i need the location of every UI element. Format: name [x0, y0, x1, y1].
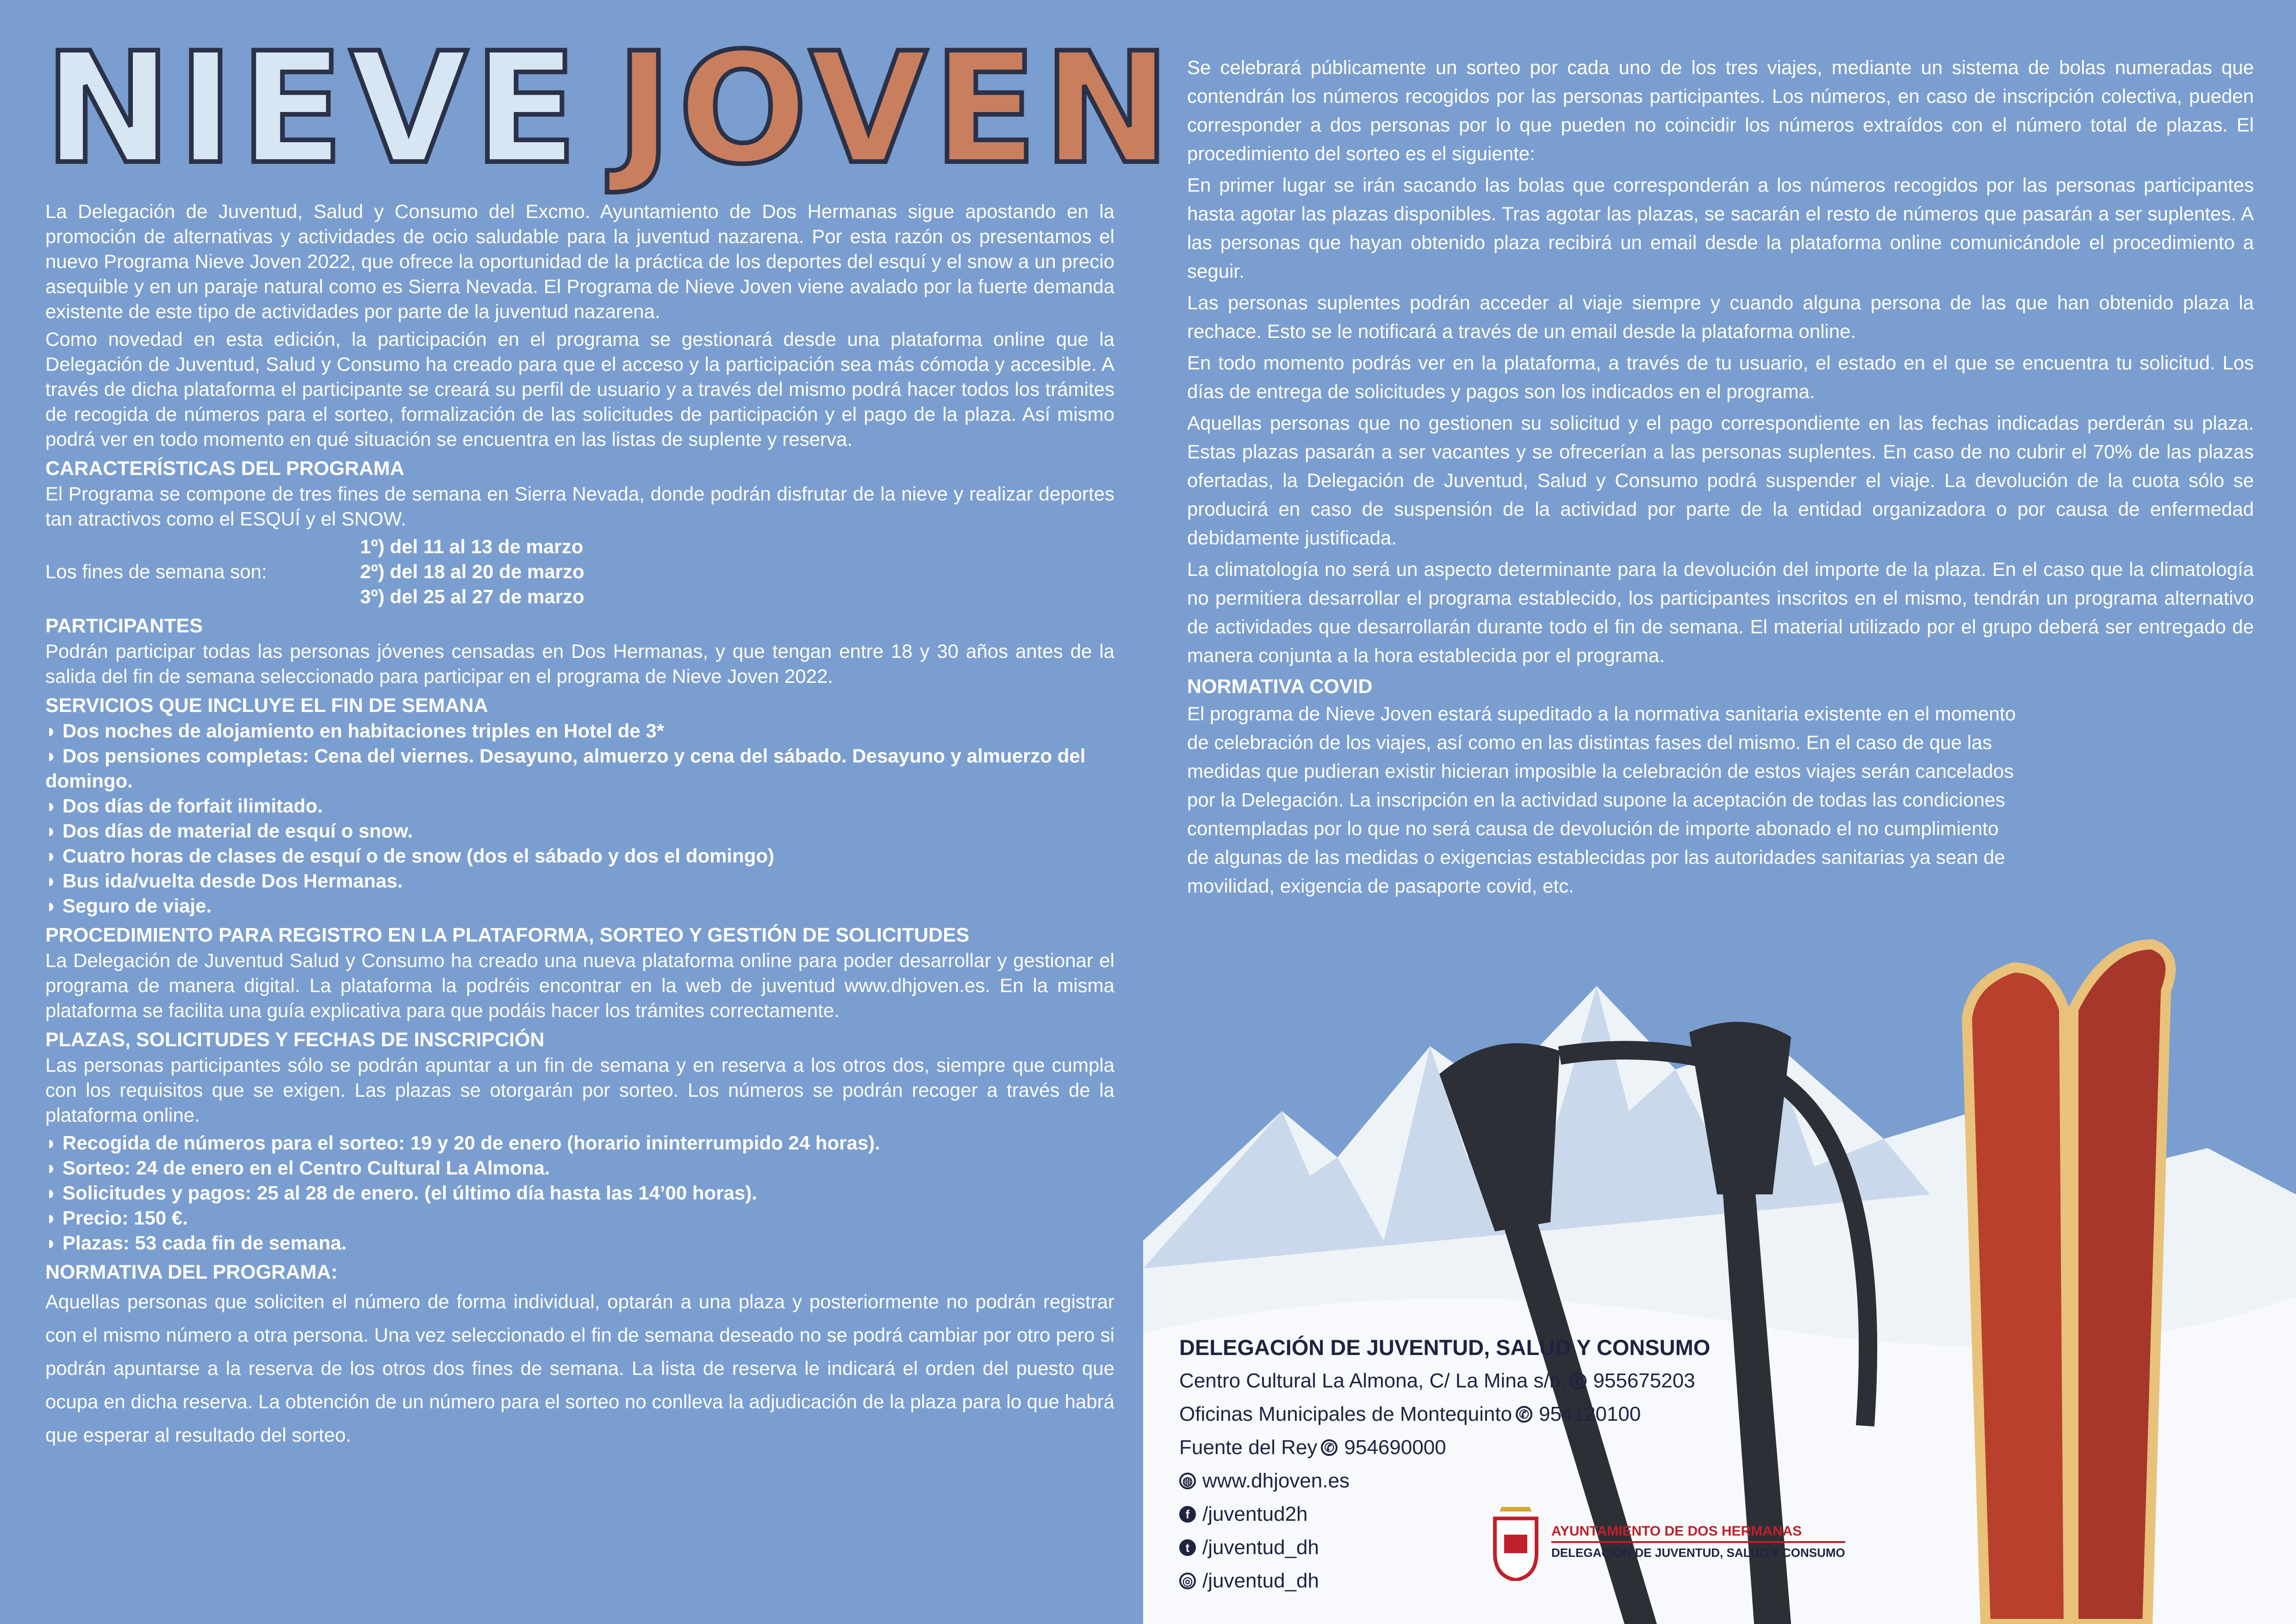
contact-heading: DELEGACIÓN DE JUVENTUD, SALUD Y CONSUMO [1179, 1335, 1711, 1360]
coat-of-arms-icon [1490, 1502, 1541, 1581]
phone-icon: ✆ [1570, 1373, 1587, 1389]
instagram-link[interactable]: /juventud_dh [1202, 1569, 1319, 1592]
contact-line [1179, 1364, 1710, 1398]
intro-paragraph-2: Como novedad en esta edición, la participación en el programa se gestionará desde una plataforma online que la Delegación de Juventud, Salud y Consumo ha creado para que el acceso y la participación sea más cómoda y accesible. A través de dicha plataforma el participante se creará su perfil de usuario y a través del mismo podrá hacer todos los trámites de recogida de números para el sorteo, formalización de las solicitudes de participación y el pago de la plaza. Así mismo podrá ver en todo momento en qué situación se encuentra en las listas de suplente y reserva. [45, 328, 1114, 450]
covid-heading: NORMATIVA COVID [1187, 675, 1373, 698]
normativa-text: Aquellas personas que soliciten el número de forma individual, optarán a una plaza y posteriormente no podrán registrar con el mismo número a otra persona. Una vez seleccionado el fin de semana deseado no se podrá cambiar por otro pero si podrán apuntarse a la reserva de los otros dos fines de semana. La lista de reserva le indicará el orden del puesto que ocupa en dicha reserva. La obtención de un número para el sorteo no conlleva la adjudicación de la plaza para lo que habrá que esperar al resultado del sorteo. [45, 1291, 1114, 1446]
contact-line [1179, 1431, 1710, 1464]
participantes-heading: PARTICIPANTES [45, 615, 203, 637]
plazas-item: ◗ Recogida de números para el sorteo: 19 y 20 de enero (horario ininterrumpido 24 horas). [45, 1131, 1114, 1156]
contact-address: Fuente del Rey [1179, 1436, 1318, 1459]
globe-icon: ◍ [1179, 1473, 1196, 1489]
servicio-item: ◗ Seguro de viaje. [45, 893, 1114, 918]
title-word-nieve: NIEVE [44, 20, 584, 198]
right-column [1187, 53, 2254, 903]
weekend-item: 2º) del 18 al 20 de marzo [360, 561, 585, 582]
servicio-item: ◗ Cuatro horas de clases de esquí o de snow (dos el sábado y dos el domingo) [45, 843, 1114, 868]
right-paragraph: En todo momento podrás ver en la plataforma, a través de tu usuario, el estado en el que se encuentra tu solicitud. Los días de entrega de solicitudes y pagos son los indicados en el programa. [1187, 352, 2254, 402]
servicios-list [45, 718, 1114, 918]
plazas-heading: PLAZAS, SOLICITUDES Y FECHAS DE INSCRIPCIÓN [45, 1029, 545, 1051]
weekends-label: Los fines de semana son: [45, 561, 267, 582]
weekend-item: 3º) del 25 al 27 de marzo [360, 586, 585, 607]
instagram-icon: ◎ [1179, 1573, 1196, 1589]
contact-phone[interactable]: 954120100 [1539, 1403, 1641, 1425]
skis [1967, 944, 2171, 1624]
servicio-item: ◗ Dos noches de alojamiento en habitaciones triples en Hotel de 3* [45, 718, 1114, 743]
contact-line [1179, 1398, 1710, 1431]
poster-title [44, 20, 1176, 198]
facebook-icon: f [1179, 1506, 1196, 1523]
plazas-item: ◗ Sorteo: 24 de enero en el Centro Cultural La Almona. [45, 1156, 1114, 1181]
contact-phone[interactable]: 954690000 [1344, 1436, 1446, 1459]
covid-text: El programa de Nieve Joven estará supeditado a la normativa sanitaria existente en el momento de celebración de los viajes, así como en las distintas fases del mismo. En el caso de que las medidas que pudieran existir hicieran imposible la celebración de estos viajes serán cancelados por la Delegación. La inscripción en la actividad supone la aceptación de todas las condiciones contempladas por lo que no será causa de devolución de importe abonado el no cumplimiento de algunas de las medidas o exigencias establecidas por las autoridades sanitarias ya sean de movilidad, exigencia de pasaporte covid, etc. [1187, 703, 2016, 897]
plazas-item: ◗ Plazas: 53 cada fin de semana. [45, 1230, 1114, 1255]
contact-phone[interactable]: 955675203 [1593, 1369, 1695, 1392]
logo-text [1551, 1524, 1845, 1560]
participantes-text: Podrán participar todas las personas jóvenes censadas en Dos Hermanas, y que tengan entre 18 y 30 años antes de la salida del fin de semana seleccionado para participar en el programa de Nieve Joven 2022. [45, 640, 1114, 687]
facebook-link[interactable]: /juventud2h [1202, 1503, 1308, 1525]
contact-address: Oficinas Municipales de Montequinto [1179, 1403, 1512, 1425]
plazas-list [45, 1131, 1114, 1255]
plazas-text: Las personas participantes sólo se podrán apuntar a un fin de semana y en reserva a los otros dos, siempre que cumpla con los requisitos que se exigen. Las plazas se otorgarán por sorteo. Los números se podrán recoger a través de la plataforma online. [45, 1054, 1114, 1126]
plazas-item: ◗ Solicitudes y pagos: 25 al 28 de enero. (el último día hasta las 14’00 horas). [45, 1181, 1114, 1206]
weekends-list [360, 534, 585, 609]
web-link[interactable]: www.dhjoven.es [1202, 1469, 1350, 1492]
phone-icon: ✆ [1321, 1439, 1338, 1456]
covid-section [1187, 674, 2254, 900]
caracteristicas-text: El Programa se compone de tres fines de semana en Sierra Nevada, donde podrán disfrutar de la nieve y realizar deportes tan atractivos como el ESQUÍ y el SNOW. [45, 483, 1114, 530]
contact-address: Centro Cultural La Almona, C/ La Mina s/n. [1179, 1369, 1567, 1392]
plazas-item: ◗ Precio: 150 €. [45, 1206, 1114, 1230]
phone-icon: ✆ [1516, 1406, 1532, 1423]
contact-web [1179, 1464, 1710, 1498]
servicio-item: ◗ Bus ida/vuelta desde Dos Hermanas. [45, 868, 1114, 893]
right-paragraph: Las personas suplentes podrán acceder al viaje siempre y cuando alguna persona de las que han obtenido plaza la rechace. Esto se le notificará a través de un email desde la plataforma online. [1187, 292, 2254, 342]
left-column [45, 199, 1114, 1455]
ayuntamiento-logo [1490, 1502, 1845, 1581]
right-paragraph: Se celebrará públicamente un sorteo por cada uno de los tres viajes, mediante un sistema de bolas numeradas que contendrán los números recogidos por las personas participantes. Los números, en caso de inscripción colectiva, pueden corresponder a dos personas por lo que pueden no coincidir los números extraídos con el número total de plazas. El procedimiento del sorteo es el siguiente: [1187, 56, 2254, 164]
normativa-heading: NORMATIVA DEL PROGRAMA: [45, 1261, 338, 1283]
twitter-icon: t [1179, 1539, 1196, 1556]
right-paragraph: Aquellas personas que no gestionen su solicitud y el pago correspondiente en las fechas indicadas perderán su plaza. Estas plazas pasarán a ser vacantes y se ofrecerían a las personas suplentes. En caso de no cubrir el 70% de las plazas ofertadas, la Delegación de Juventud, Salud y Consumo podrá suspender el viaje. La devolución de la cuota sólo se producirá en caso de suspensión de la actividad por parte de la entidad organizadora o por causa de enfermedad debidamente justificada. [1187, 412, 2254, 549]
ski-left [1967, 968, 2069, 1624]
servicio-item: ◗ Dos días de material de esquí o snow. [45, 818, 1114, 843]
intro-paragraph-1: La Delegación de Juventud, Salud y Consumo del Excmo. Ayuntamiento de Dos Hermanas sigue apostando en la promoción de alternativas y actividades de ocio saludable para la juventud nazarena. Por esta razón os presentamos el nuevo Programa Nieve Joven 2022, que ofrece la oportunidad de la práctica de los deportes del esquí y el snow a un precio asequible y en un paraje natural como es Sierra Nevada. El Programa de Nieve Joven viene avalado por la fuerte demanda existente de este tipo de actividades por parte de la juventud nazarena. [45, 200, 1114, 322]
twitter-link[interactable]: /juventud_dh [1202, 1536, 1319, 1559]
servicio-item: ◗ Dos pensiones completas: Cena del viernes. Desayuno, almuerzo y cena del sábado. Desayuno y almuerzo del domingo. [45, 743, 1114, 793]
right-paragraph: La climatología no será un aspecto determinante para la devolución del importe de la plaza. En el caso que la climatología no permitiera desarrollar el programa establecido, los participantes inscritos en el mismo, tendrán un programa alternativo de actividades que desarrollarán durante todo el fin de semana. El material utilizado por el grupo deberá ser entregado de manera conjunta a la hora establecida por el programa. [1187, 558, 2254, 666]
title-word-joven: JOVEN [616, 20, 1176, 198]
logo-line-1: AYUNTAMIENTO DE DOS HERMANAS [1551, 1524, 1845, 1543]
caracteristicas-heading: CARACTERÍSTICAS DEL PROGRAMA [45, 457, 404, 480]
weekend-item: 1º) del 11 al 13 de marzo [360, 536, 584, 557]
servicio-item: ◗ Dos días de forfait ilimitado. [45, 793, 1114, 818]
weekends-block [45, 534, 1114, 609]
logo-line-2: DELEGACIÓN DE JUVENTUD, SALUD Y CONSUMO [1551, 1545, 1845, 1560]
right-paragraph: En primer lugar se irán sacando las bolas que corresponderán a los números recogidos por las personas participantes hasta agotar las plazas disponibles. Tras agotar las plazas, se sacarán el resto de números que pasarán a ser suplentes. A las personas que hayan obtenido plaza recibirá un email desde la plataforma online comunicándole el procedimiento a seguir. [1187, 174, 2254, 282]
procedimiento-heading: PROCEDIMIENTO PARA REGISTRO EN LA PLATAFORMA, SORTEO Y GESTIÓN DE SOLICITUDES [45, 924, 970, 946]
procedimiento-text: La Delegación de Juventud Salud y Consumo ha creado una nueva plataforma online para poder desarrollar y gestionar el programa de manera digital. La plataforma la podréis encontrar en la web de juventud www.dhjoven.es. En la misma plataforma se facilita una guía explicativa para que podáis hacer los trámites correctamente. [45, 949, 1114, 1021]
servicios-heading: SERVICIOS QUE INCLUYE EL FIN DE SEMANA [45, 694, 488, 717]
